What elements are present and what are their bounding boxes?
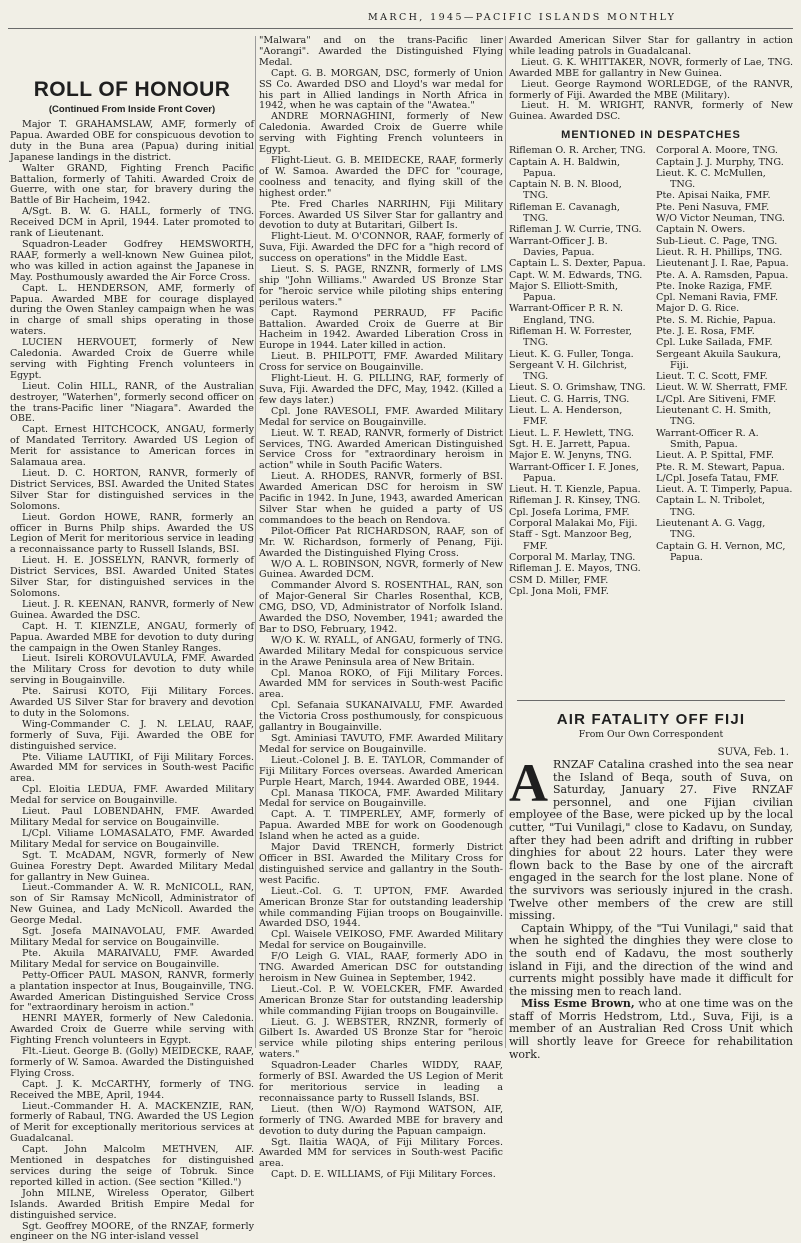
honour-entry: Pte. Akuila MARAIVALU, FMF. Awarded Military Medal for service on Bougainville.	[10, 947, 254, 970]
honour-entry: Squadron-Leader Godfrey HEMSWORTH, RAAF, formerly a well-known New Guinea pilot, who was killed in action against the Japanese in May. Posthumously awarded the Air Force Cross.	[10, 238, 254, 283]
despatches-left-column	[509, 145, 646, 597]
despatch-entry: Lieut. W. W. Sherratt, FMF.	[656, 382, 788, 394]
honour-entry: Flight-Lieut. H. G. PILLING, RAF, formerly of Suva, Fiji. Awarded the DFC, May, 1942. (Killed a few days later.)	[259, 373, 503, 406]
honour-entry: Lieut. George Raymond WORLEDGE, of the RANVR, formerly of Fiji. Awarded the MBE (Military).	[509, 78, 793, 101]
despatch-entry: Sergeant V. H. Gilchrist, TNG.	[509, 359, 628, 383]
honour-entry: ANDRE MORNAGHINI, formerly of New Caledonia. Awarded Croix de Guerre while serving with Fighting French volunteers in Egypt.	[259, 111, 503, 156]
honour-entry: Petty-Officer PAUL MASON, RANVR, formerly a plantation inspector at Inus, Bougainville, TNG. Awarded American Distinguished Service Cross for "extraordinary heroism in action."	[10, 969, 254, 1014]
honour-entry: HENRI MAYER, formerly of New Caledonia. Awarded Croix de Guerre while serving with Fighting French volunteers in Egypt.	[10, 1013, 254, 1047]
air-fatality-title: AIR FATALITY OFF FIJI	[556, 711, 746, 728]
running-header-text: MARCH, 1945—PACIFIC ISLANDS MONTHLY	[368, 12, 677, 23]
despatch-entry: Corporal A. Moore, TNG.	[656, 145, 778, 157]
honour-entry: Sgt. T. McADAM, NGVR, formerly of New Guinea Forestry Dept. Awarded Military Medal for gallantry in New Guinea.	[10, 849, 254, 883]
despatch-entry: Pte. J. E. Rosa, FMF.	[656, 326, 755, 337]
despatch-entry: Lieut. T. C. Scott, FMF.	[656, 371, 768, 383]
honour-entry: Wing-Commander C. J. N. LELAU, RAAF, formerly of Suva, Fiji. Awarded the OBE for distinguished service.	[10, 718, 254, 752]
air-fatality-dateline: SUVA, Feb. 1.	[717, 747, 789, 758]
honour-entry: Lieut. G. J. WEBSTER, RNZNR, formerly of Gilbert Is. Awarded US Bronze Star for "heroic service while piloting ships entering perilous waters."	[259, 1016, 503, 1061]
despatch-entry: Warrant-Officer I. F. Jones, Papua.	[509, 461, 639, 484]
air-fatality-article	[509, 700, 793, 1061]
article-divider	[517, 700, 785, 701]
despatch-entry: Captain N. B. N. Blood, TNG.	[509, 179, 622, 202]
despatch-entry: Corporal Malakai Mo, Fiji.	[509, 518, 638, 530]
honour-entry: Lieut.-Commander H. A. MACKENZIE, RAN, formerly of Rabaul, TNG. Awarded the US Legion of Merit for exceptionally meritorious services at Guadalcanal.	[10, 1100, 254, 1145]
honour-entry: Capt. J. K. McCARTHY, formerly of TNG. Received the MBE, April, 1944.	[10, 1078, 254, 1101]
despatch-entry: Captain J. J. Murphy, TNG.	[656, 156, 784, 168]
despatch-entry: Lieut. K. C. McMullen, TNG.	[656, 167, 766, 191]
honour-entry: Cpl. Jone RAVESOLI, FMF. Awarded Military Medal for service on Bougainville.	[259, 405, 503, 428]
despatch-entry: Lieut. S. O. Grimshaw, TNG.	[509, 382, 646, 394]
despatch-entry: Sub-Lieut. C. Page, TNG.	[656, 235, 778, 247]
despatch-entry: Staff - Sgt. Manzoor Beg, FMF.	[509, 529, 632, 552]
despatch-entry: Pte. A. A. Ramsden, Papua.	[656, 269, 789, 281]
honour-entry: Pilot-Officer Pat RICHARDSON, RAAF, son of Mr. W. Richardson, formerly of Penang, Fiji. Awarded the Distinguished Flying Cross.	[259, 525, 503, 559]
despatch-entry: Cpl. Jona Moli, FMF.	[509, 585, 609, 597]
honour-entry: Flight-Lieut. G. B. MEIDECKE, RAAF, formerly of W. Samoa. Awarded the DFC for "courage, coolness and tenacity, and flying skill of the highest order."	[259, 154, 503, 199]
honour-entry: Sgt. Josefa MAINAVOLAU, FMF. Awarded Military Medal for service on Bougainville.	[10, 926, 254, 948]
honour-entry: Lieut. W. T. READ, RANVR, formerly of District Services, TNG. Awarded American Distinguished Service Cross for "extraordinary heroism in action" while in South Pacific Waters.	[259, 427, 503, 472]
honour-entry: Lieut. J. R. KEENAN, RANVR, formerly of New Guinea. Awarded the DSC.	[10, 598, 254, 621]
despatch-entry: Lieut. H. T. Kienzle, Papua.	[509, 484, 641, 496]
honour-entry: Walter GRAND, Fighting French Pacific Battalion, formerly of Tahiti. Awarded Croix de Guerre, with one star, for bravery during the Battle of Bir Hacheim, 1942.	[10, 162, 254, 207]
honour-entry: Lieut. Paul LOBENDAHN, FMF. Awarded Military Medal for service on Bougainville.	[10, 806, 254, 828]
honour-entry: Cpl. Waisele VEIKOSO, FMF. Awarded Military Medal for service on Bougainville.	[259, 929, 503, 952]
despatch-entry: Major S. Elliott-Smith, Papua.	[509, 280, 619, 304]
honour-entry: Pte. Sairusi KOTO, Fiji Military Forces. Awarded US Silver Star for bravery and devotion to duty in the Solomons.	[10, 686, 254, 719]
despatch-entry: W/O Victor Neuman, TNG.	[656, 213, 785, 225]
honour-entry: Pte. Fred Charles NARRIHN, Fiji Military Forces. Awarded US Silver Star for gallantry and devotion to duty at Butaritari, Gilbert Is.	[259, 198, 503, 232]
honour-entry: A/Sgt. B. W. G. HALL, formerly of TNG. Received DCM in April, 1944. Later promoted to rank of Lieutenant.	[10, 206, 254, 240]
air-fatality-para-2: Captain Whippy, of the "Tui Vunilagi," said that when he sighted the dinghies they were close to the south end of Kadavu, the most southerly island in Fiji, and the direction of the wind and currents might possibly have made it difficult for the missing men to reach land.	[509, 921, 793, 998]
honour-entry: "Malwara" and on the trans-Pacific liner "Aorangi". Awarded the Distinguished Flying Medal.	[259, 35, 503, 68]
despatch-entry: Capt. W. M. Edwards, TNG.	[509, 269, 643, 281]
honour-entry: Lieut. A. RHODES, RANVR, formerly of BSI. Awarded American DSC for heroism in SW Pacific in 1942. In June, 1943, awarded American Silver Star when he guided a party of US commandoes to the beach on Rendova.	[259, 471, 503, 526]
personal-name: Miss Esme Brown,	[521, 997, 635, 1011]
honour-entry: Capt. Raymond PERRAUD, FF Pacific Battalion. Awarded Croix de Guerre at Bir Hacheim in 1942. Awarded Liberation Cross in Europe in 1944. Later killed in action.	[259, 307, 503, 352]
honour-entry: Capt. G. B. MORGAN, DSC, formerly of Union SS Co. Awarded DSO and Lloyd's war medal for his part in Allied landings in North Africa in 1942, when he was captain of the "Awatea."	[259, 67, 503, 112]
column-2-body	[259, 36, 503, 1181]
honour-entry: Commander Alvord S. ROSENTHAL, RAN, son of Major-General Sir Charles Rosenthal, KCB, CMG, DSO, VD, Administrator of Norfolk Island. Awarded the DSO, November, 1941; awarded the Bar to DSO, February, 1942.	[259, 580, 503, 635]
honour-entry: Capt. A. T. TIMPERLEY, AMF, formerly of Papua. Awarded MBE for work on Goodenough Island when he acted as a guide.	[259, 809, 503, 843]
column-3-body	[509, 36, 793, 123]
despatch-entry: Lieutenant A. G. Vagg, TNG.	[656, 518, 766, 541]
despatch-entry: Major D. G. Rice.	[656, 303, 740, 315]
despatches-list	[509, 145, 793, 597]
despatch-entry: Rifleman E. Cavanagh, TNG.	[509, 201, 620, 225]
despatch-entry: Lieutenant C. H. Smith, TNG.	[656, 405, 772, 428]
honour-entry: Lieut. D. C. HORTON, RANVR, formerly of District Services, BSI. Awarded the United States Silver Star for distinguished services in the Solomons.	[10, 468, 254, 512]
honour-entry: Lieut.-Col. G. T. UPTON, FMF. Awarded American Bronze Star for outstanding leadership while commanding Fijian troops on Bougainville. Awarded DSO, 1944.	[259, 885, 503, 930]
despatch-entry: Lieut. K. G. Fuller, Tonga.	[509, 348, 634, 360]
despatch-entry: Lieut. L. A. Henderson, FMF.	[509, 405, 623, 428]
despatch-entry: Captain N. Owers.	[656, 224, 746, 236]
despatch-entry: Sergeant Akuila Saukura, Fiji.	[656, 348, 782, 371]
honour-entry: Lieut. (then W/O) Raymond WATSON, AIF, formerly of TNG. Awarded MBE for bravery and devotion to duty during the Papuan campaign.	[259, 1103, 503, 1137]
despatch-entry: Pte. S. M. Richie, Papua.	[656, 314, 776, 326]
column-1	[10, 36, 254, 1243]
personal-note-text: who at one time was on the staff of Morris Hedstrom, Ltd., Suva, Fiji, is a member of an Australian Red Cross Unit which will shortly leave for Greece for rehabilitation work.	[509, 997, 794, 1061]
honour-entry: Squadron-Leader Charles WIDDY, RAAF, formerly of BSI. Awarded the US Legion of Merit for meritorious service in leading a reconnaissance party to Russell Islands, BSI.	[259, 1060, 503, 1104]
honour-entry: Lieut. S. S. PAGE, RNZNR, formerly of LMS ship "John Williams." Awarded US Bronze Star for "heroic service while piloting ships entering perilous waters."	[259, 264, 503, 308]
honour-entry: Cpl. Eloitia LEDUA, FMF. Awarded Military Medal for service on Bougainville.	[10, 784, 254, 807]
honour-entry: Capt. H. T. KIENZLE, ANGAU, formerly of Papua. Awarded MBE for devotion to duty during the campaign in the Owen Stanley Ranges.	[10, 620, 254, 654]
honour-entry: Lieut. Isireli KOROVULAVULA, FMF. Awarded the Military Cross for devotion to duty while serving in Bougainville.	[10, 653, 254, 687]
despatch-entry: L/Cpl. Josefa Tatau, FMF.	[656, 472, 779, 484]
honour-entry: Cpl. Manoa ROKO, of Fiji Military Forces. Awarded MM for services in South-west Pacific area.	[259, 667, 503, 701]
despatch-entry: Corporal M. Marlay, TNG.	[509, 551, 636, 563]
honour-entry: Awarded American Silver Star for gallantry in action while leading patrols in Guadalcanal.	[509, 35, 793, 57]
column-rule-2	[505, 36, 506, 1048]
honour-entry: Flt.-Lieut. George B. (Golly) MEIDECKE, RAAF, formerly of W. Samoa. Awarded the Distinguished Flying Cross.	[10, 1046, 254, 1079]
despatch-entry: Pte. Apisai Naika, FMF.	[656, 190, 771, 202]
despatch-entry: Warrant-Officer J. B. Davies, Papua.	[509, 235, 608, 258]
honour-entry: Sgt. Geoffrey MOORE, of the RNZAF, formerly engineer on the NG inter-island vessel	[10, 1220, 254, 1243]
despatch-entry: Captain L. N. Tribolet, TNG.	[656, 495, 766, 518]
despatch-entry: Rifleman J. R. Kinsey, TNG.	[509, 495, 641, 507]
despatch-entry: Warrant-Officer R. A. Smith, Papua.	[656, 427, 759, 450]
honour-entry: Lieut. Colin HILL, RANR, of the Australian destroyer, "Waterhen", formerly second officer on the trans-Pacific liner "Niagara". Awarded the OBE.	[10, 380, 254, 425]
despatch-entry: Captain A. H. Baldwin, Papua.	[509, 156, 621, 179]
honour-entry: Lieut. G. K. WHITTAKER, NOVR, formerly of Lae, TNG. Awarded MBE for gallantry in New Guinea.	[509, 56, 793, 79]
honour-entry: Lieut. H. M. WRIGHT, RANVR, formerly of New Guinea. Awarded DSC.	[509, 100, 793, 123]
despatch-entry: Lieut. A. P. Spittal, FMF.	[656, 450, 774, 462]
column-rule-1	[255, 36, 256, 1048]
despatch-entry: Sgt. H. E. Jarrett, Papua.	[509, 438, 631, 450]
honour-entry: Capt. John Malcolm METHVEN, AIF. Mentioned in despatches for distinguished services during the seige of Tobruk. Since reported killed in action. (See section "Killed.")	[10, 1144, 254, 1188]
despatch-entry: Lieut. C. G. Harris, TNG.	[509, 393, 630, 405]
air-fatality-lead	[509, 753, 793, 923]
honour-entry: Lieut. B. PHILPOTT, FMF. Awarded Military Cross for service on Bougainville.	[259, 351, 503, 374]
despatch-entry: Rifleman O. R. Archer, TNG.	[509, 145, 646, 157]
honour-entry: Lieut.-Commander A. W. R. McNICOLL, RAN, son of Sir Ramsay McNicoll, Administrator of New Guinea, and Lady McNicoll. Awarded the George Medal.	[10, 882, 254, 927]
despatch-entry: Captain L. S. Dexter, Papua.	[509, 258, 646, 270]
honour-entry: Cpl. Sefanaia SUKANAIVALU, FMF. Awarded the Victoria Cross posthumously, for conspicuous gallantry in Bougainville.	[259, 700, 503, 734]
honour-entry: Pte. Viliame LAUTIKI, of Fiji Military Forces. Awarded MM for services in South-west Pacific area.	[10, 751, 254, 785]
honour-entry: Lieut.-Colonel J. B. E. TAYLOR, Commander of Fiji Military Forces overseas. Awarded American Purple Heart, March, 1944. Awarded OBE, 1944.	[259, 754, 503, 788]
roll-of-honour-title: ROLL OF HONOUR	[33, 78, 231, 101]
despatches-right-column	[656, 145, 793, 597]
despatch-entry: Lieutenant J. I. Rae, Papua.	[656, 258, 789, 270]
honour-entry: Lieut. H. E. JOSSELYN, RANVR, formerly of District Services, BSI. Awarded United States Silver Star, for distinguished services in the Solomons.	[10, 555, 254, 599]
despatch-entry: Rifleman J. W. Currie, TNG.	[509, 224, 642, 236]
despatch-entry: Captain G. H. Vernon, MC, Papua.	[656, 540, 786, 563]
column-2	[259, 36, 503, 1181]
despatch-entry: Pte. Peni Nasuva, FMF.	[656, 201, 770, 213]
honour-entry: L/Cpl. Viliame LOMASALATO, FMF. Awarded Military Medal for service on Bougainville.	[10, 827, 254, 850]
honour-entry: Capt. D. E. WILLIAMS, of Fiji Military Forces.	[271, 1169, 496, 1181]
despatch-entry: Warrant-Officer P. R. N. England, TNG.	[509, 303, 624, 326]
despatch-entry: Cpl. Nemani Ravia, FMF.	[656, 292, 778, 304]
despatch-entry: Lieut. L. F. Hewlett, TNG.	[509, 427, 634, 439]
despatch-entry: Cpl. Luke Sailada, FMF.	[656, 337, 773, 349]
despatch-entry: CSM D. Miller, FMF.	[509, 574, 609, 586]
air-fatality-lead-text: RNZAF Catalina crashed into the sea near the Island of Beqa, south of Suva, on Saturday, January 27. Five RNZAF personnel, and one Fijian civilian employee of the Base, were picked up by the local cutter, "Tui Vunilagi," close to Kadavu, on Sunday, after they had been adrift and drifting in rubber dinghies for about 22 hours. Later they were flown back to the Base by one of the aircraft engaged in the search for the lost plane. None of the survivors was seriously injured in the crash. Twelve other members of the crew are still missing.	[509, 758, 793, 923]
honour-entry: Cpl. Manasa TIKOCA, FMF. Awarded Military Medal for service on Bougainville.	[259, 787, 503, 810]
roll-of-honour-subtitle: (Continued From Inside Front Cover)	[48, 104, 216, 115]
despatch-entry: Major E. W. Jenyns, TNG.	[509, 450, 632, 462]
air-fatality-para-3	[509, 998, 793, 1061]
despatch-entry: Pte. Inoke Raziga, FMF.	[656, 280, 773, 292]
air-fatality-byline: From Our Own Correspondent	[578, 729, 724, 740]
honour-entry: W/O K. W. RYALL, of ANGAU, formerly of TNG. Awarded Military Medal for conspicuous service in the Arawe Peninsula area of New Britain.	[259, 634, 503, 668]
honour-entry: John MILNE, Wireless Operator, Gilbert Islands. Awarded British Empire Medal for distinguished service.	[10, 1187, 254, 1221]
honour-entry: Major T. GRAHAMSLAW, AMF, formerly of Papua. Awarded OBE for conspicuous devotion to duty in the Buna area (Papua) during initial Japanese landings in the district.	[10, 119, 254, 163]
honour-entry: Sgt. Ilaitia WAQA, of Fiji Military Forces. Awarded MM for services in South-west Pacific area.	[259, 1136, 503, 1170]
honour-entry: Capt. L. HENDERSON, AMF, formerly of Papua. Awarded MBE for courage displayed during the Owen Stanley campaign when he was in charge of small ships operating in those waters.	[10, 282, 254, 338]
honour-entry: Major David TRENCH, formerly District Officer in BSI. Awarded the Military Cross for distinguished service and gallantry in the South-west Pacific.	[259, 842, 503, 886]
column-1-body	[10, 120, 254, 1243]
despatch-entry: Cpl. Josefa Lorima, FMF.	[509, 506, 630, 518]
honour-entry: Lieut. Gordon HOWE, RANR, formerly an officer in Burns Philp ships. Awarded the US Legion of Merit for meritorious service in leading a reconnaissance party to Russell Islands, BSI.	[10, 511, 254, 556]
honour-entry: LUCIEN HERVOUET, formerly of New Caledonia. Awarded Croix de Guerre while serving with Fighting French volunteers in Egypt.	[10, 337, 254, 381]
despatches-title: MENTIONED IN DESPATCHES	[561, 129, 741, 142]
honour-entry: Sgt. Aminiasi TAVUTO, FMF. Awarded Military Medal for service on Bougainville.	[259, 733, 503, 755]
drop-cap: A	[509, 753, 548, 813]
honour-entry: F/O Leigh G. VIAL, RAAF, formerly ADO in TNG. Awarded American DSC for outstanding heroism in New Guinea in September, 1942.	[259, 951, 503, 984]
running-header	[8, 10, 793, 29]
despatch-entry: Lieut. A. T. Timperly, Papua.	[656, 484, 793, 496]
despatch-entry: L/Cpl. Are Sitiveni, FMF.	[656, 393, 777, 405]
despatch-entry: Rifleman H. W. Forrester, TNG.	[509, 326, 632, 349]
honour-entry: Flight-Lieut. M. O'CONNOR, RAAF, formerly of Suva, Fiji. Awarded the DFC for a "high record of success on operations" in the Middle East.	[259, 231, 503, 265]
column-3	[509, 36, 793, 597]
despatch-entry: Lieut. R. H. Phillips, TNG.	[656, 246, 783, 258]
despatch-entry: Rifleman J. E. Mayos, TNG.	[509, 563, 641, 575]
despatch-entry: Pte. R. M. Stewart, Papua.	[656, 461, 785, 473]
honour-entry: Lieut.-Col. P. W. VOELCKER, FMF. Awarded American Bronze Star for outstanding leadership while commanding Fijian troops on Bougainville.	[259, 983, 503, 1017]
honour-entry: W/O A. L. ROBINSON, NGVR, formerly of New Guinea. Awarded DCM.	[259, 558, 503, 581]
honour-entry: Capt. Ernest HITCHCOCK, ANGAU, formerly of Mandated Territory. Awarded US Legion of Merit for assistance to American forces in Salamaua area.	[10, 424, 254, 469]
